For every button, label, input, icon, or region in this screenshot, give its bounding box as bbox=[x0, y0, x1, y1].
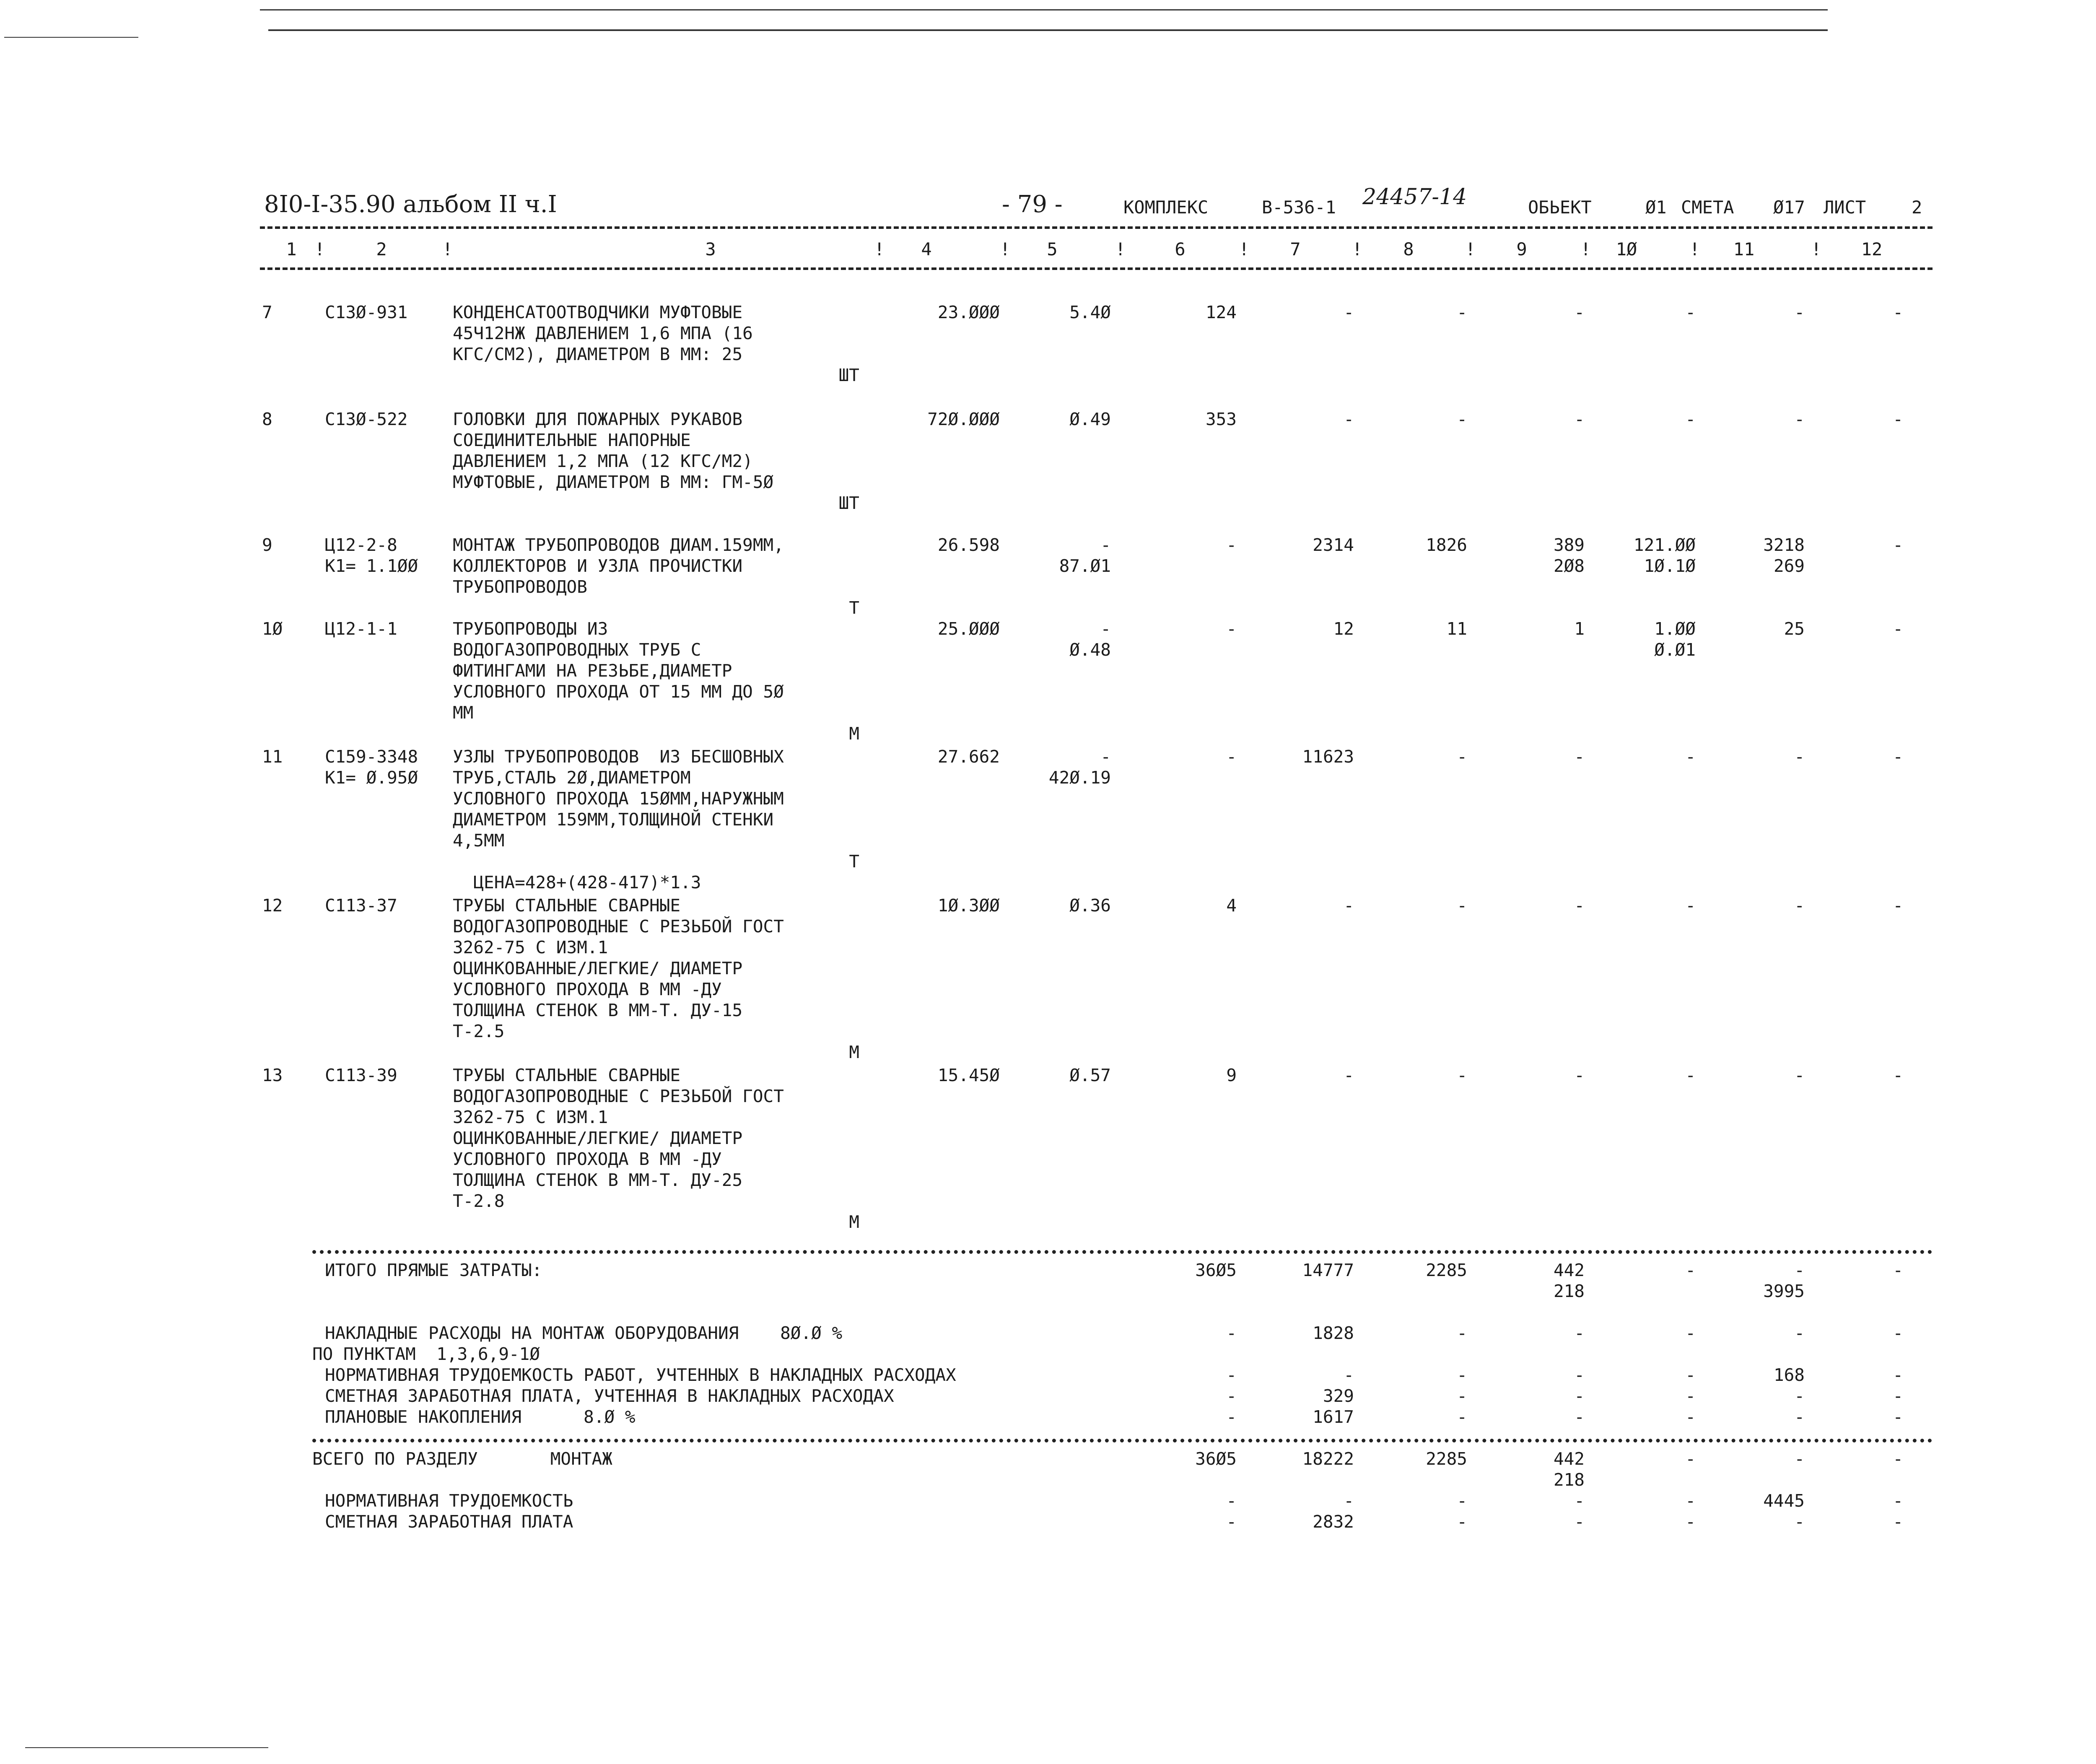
complex-code: В-536-1 bbox=[1262, 197, 1336, 218]
total-cost: 18222 bbox=[1302, 1449, 1354, 1469]
work-description bbox=[453, 618, 859, 744]
totals-label: ИТОГО ПРЯМЫЕ ЗАТРАТЫ: bbox=[325, 1260, 542, 1280]
column-separator: ! bbox=[314, 239, 325, 259]
total-cost: 14777 bbox=[1302, 1260, 1354, 1280]
total-machines: - bbox=[1574, 1365, 1585, 1385]
column-separator: ! bbox=[1465, 239, 1476, 259]
row-number: 12 bbox=[262, 895, 283, 916]
column-separator: ! bbox=[1000, 239, 1011, 259]
work-description bbox=[453, 534, 859, 618]
unit-price: Ø.36 bbox=[1069, 895, 1111, 916]
equipment-cost: - bbox=[1226, 619, 1237, 639]
labor-unit: 121.ØØ bbox=[1633, 535, 1696, 555]
totals-label: ВСЕГО ПО РАЗДЕЛУ МОНТАЖ bbox=[312, 1449, 612, 1469]
description-line: ТРУБЫ СТАЛЬНЫЕ СВАРНЫЕ bbox=[453, 895, 681, 916]
quantity: 27.662 bbox=[937, 747, 1000, 767]
machine-cost: 1 bbox=[1574, 619, 1585, 639]
labor-total: - bbox=[1794, 409, 1805, 429]
total-wages: 2285 bbox=[1426, 1449, 1467, 1469]
row-number: 7 bbox=[262, 302, 272, 322]
work-description bbox=[453, 1065, 859, 1232]
wages: 11 bbox=[1446, 619, 1467, 639]
equipment-cost: - bbox=[1226, 747, 1237, 767]
scan-edge-line bbox=[268, 29, 1828, 31]
work-description bbox=[453, 895, 859, 1063]
labor-total: 25 bbox=[1784, 619, 1805, 639]
unit-price: - bbox=[1100, 619, 1111, 639]
description-line: КГС/СМ2), ДИАМЕТРОМ В ММ: 25 bbox=[453, 344, 743, 364]
column-separator: ! bbox=[1580, 239, 1591, 259]
object-code: Ø1 bbox=[1645, 197, 1667, 218]
complex-label: КОМПЛЕКС bbox=[1123, 197, 1209, 218]
unit-price: Ø.57 bbox=[1069, 1065, 1111, 1085]
total-equipment: - bbox=[1226, 1323, 1237, 1343]
price-formula: ЦЕНА=428+(428-417)*1.3 bbox=[453, 872, 701, 892]
description-line: СОЕДИНИТЕЛЬНЫЕ НАПОРНЫЕ bbox=[453, 430, 691, 450]
total-cost: 1828 bbox=[1313, 1323, 1354, 1343]
unit-of-measure: М bbox=[849, 1212, 859, 1232]
machine-cost: - bbox=[1574, 895, 1585, 916]
column-number: 9 bbox=[1516, 239, 1527, 259]
total-wages: - bbox=[1457, 1386, 1467, 1406]
col-12: - bbox=[1893, 1065, 1903, 1085]
total-labor-unit: - bbox=[1685, 1491, 1696, 1511]
column-number: 8 bbox=[1403, 239, 1414, 259]
unit-price: 5.4Ø bbox=[1069, 302, 1111, 322]
column-number: 6 bbox=[1175, 239, 1185, 259]
row-number: 1Ø bbox=[262, 619, 283, 639]
total-equipment: - bbox=[1226, 1512, 1237, 1532]
unit-price: - bbox=[1100, 747, 1111, 767]
total-labor: - bbox=[1794, 1407, 1805, 1427]
totals-label: СМЕТНАЯ ЗАРАБОТНАЯ ПЛАТА, УЧТЕННАЯ В НАКЛАДНЫХ РАСХОДАХ bbox=[325, 1386, 894, 1406]
total-cost: 12 bbox=[1333, 619, 1354, 639]
total-col-12: - bbox=[1893, 1491, 1903, 1511]
machine-cost: - bbox=[1574, 302, 1585, 322]
total-cost: - bbox=[1344, 1365, 1354, 1385]
total-machines: - bbox=[1574, 1407, 1585, 1427]
row-number: 11 bbox=[262, 747, 283, 767]
totals-rule bbox=[312, 1250, 1933, 1254]
total-equipment: - bbox=[1226, 1386, 1237, 1406]
quantity: 26.598 bbox=[937, 535, 1000, 555]
labor-unit: 1.ØØ bbox=[1654, 619, 1696, 639]
labor-total: - bbox=[1794, 747, 1805, 767]
total-labor: - bbox=[1794, 1260, 1805, 1280]
col-12: - bbox=[1893, 535, 1903, 555]
unit-of-measure: ШТ bbox=[838, 493, 859, 513]
document-reference: 8I0-I-35.90 альбом II ч.I bbox=[264, 191, 557, 218]
total-wages: - bbox=[1457, 1512, 1467, 1532]
column-separator: ! bbox=[1239, 239, 1250, 259]
column-separator: ! bbox=[1811, 239, 1822, 259]
total-labor: 4445 bbox=[1763, 1491, 1805, 1511]
labor-unit: - bbox=[1685, 895, 1696, 916]
description-line: ВОДОГАЗОПРОВОДНЫХ ТРУБ С bbox=[453, 640, 701, 660]
unit-of-measure: Т bbox=[849, 598, 859, 618]
total-labor-unit: - bbox=[1685, 1386, 1696, 1406]
total-machines: - bbox=[1574, 1512, 1585, 1532]
unit-price-wages: 42Ø.19 bbox=[1048, 768, 1111, 788]
column-separator: ! bbox=[1352, 239, 1363, 259]
total-labor-machinists: 3995 bbox=[1763, 1281, 1805, 1301]
price-code: С113-39 bbox=[325, 1065, 397, 1085]
total-wages: - bbox=[1457, 1365, 1467, 1385]
wages: - bbox=[1457, 895, 1467, 916]
header-rule-bottom bbox=[260, 267, 1933, 270]
column-number: 3 bbox=[705, 239, 716, 259]
total-labor-unit: - bbox=[1685, 1260, 1696, 1280]
quantity: 23.ØØØ bbox=[937, 302, 1000, 322]
column-number: 11 bbox=[1733, 239, 1755, 259]
work-description bbox=[453, 409, 859, 514]
total-labor-unit: - bbox=[1685, 1407, 1696, 1427]
sheet-number: 2 bbox=[1912, 197, 1922, 218]
equipment-cost: 4 bbox=[1226, 895, 1237, 916]
total-col-12: - bbox=[1893, 1407, 1903, 1427]
description-line: ТРУБОПРОВОДЫ ИЗ bbox=[453, 619, 608, 639]
total-cost: 2314 bbox=[1313, 535, 1354, 555]
description-line: 3262-75 С ИЗМ.1 bbox=[453, 1107, 608, 1127]
labor-total-machinists: 269 bbox=[1773, 556, 1805, 576]
totals-label: НАКЛАДНЫЕ РАСХОДЫ НА МОНТАЖ ОБОРУДОВАНИЯ 8Ø.Ø % bbox=[325, 1323, 843, 1343]
description-line: ФИТИНГАМИ НА РЕЗЬБЕ,ДИАМЕТР bbox=[453, 661, 732, 681]
total-equipment: - bbox=[1226, 1491, 1237, 1511]
column-number: 2 bbox=[376, 239, 387, 259]
sheet-label: ЛИСТ bbox=[1824, 197, 1866, 218]
description-line: Т-2.8 bbox=[453, 1191, 505, 1211]
equipment-cost: - bbox=[1226, 535, 1237, 555]
total-machines: - bbox=[1574, 1323, 1585, 1343]
section-total-rule bbox=[312, 1439, 1933, 1442]
work-description bbox=[453, 302, 859, 386]
labor-unit-machinists: Ø.Ø1 bbox=[1654, 640, 1696, 660]
handwritten-code: 24457-14 bbox=[1362, 184, 1467, 210]
wages: - bbox=[1457, 1065, 1467, 1085]
total-wages: 2285 bbox=[1426, 1260, 1467, 1280]
description-line: Т-2.5 bbox=[453, 1021, 505, 1041]
wages: 1826 bbox=[1426, 535, 1467, 555]
column-separator: ! bbox=[442, 239, 453, 259]
description-line: УСЛОВНОГО ПРОХОДА В ММ -ДУ bbox=[453, 1149, 722, 1169]
total-wages: - bbox=[1457, 1407, 1467, 1427]
total-cost: 329 bbox=[1323, 1386, 1354, 1406]
total-labor: - bbox=[1794, 1449, 1805, 1469]
equipment-cost: 9 bbox=[1226, 1065, 1237, 1085]
unit-price: Ø.49 bbox=[1069, 409, 1111, 429]
column-number: 4 bbox=[921, 239, 932, 259]
unit-price-wages: Ø.48 bbox=[1069, 640, 1111, 660]
total-equipment: 36Ø5 bbox=[1195, 1260, 1237, 1280]
description-line: ГОЛОВКИ ДЛЯ ПОЖАРНЫХ РУКАВОВ bbox=[453, 409, 743, 429]
page-number: - 79 - bbox=[1002, 191, 1063, 218]
description-line: ТОЛЩИНА СТЕНОК В ММ-Т. ДУ-25 bbox=[453, 1170, 743, 1190]
coefficient: К1= Ø.95Ø bbox=[325, 768, 418, 788]
col-12: - bbox=[1893, 747, 1903, 767]
total-cost: 1617 bbox=[1313, 1407, 1354, 1427]
total-col-12: - bbox=[1893, 1323, 1903, 1343]
unit-of-measure: М bbox=[849, 1042, 859, 1062]
total-col-12: - bbox=[1893, 1365, 1903, 1385]
labor-unit: - bbox=[1685, 747, 1696, 767]
total-equipment: - bbox=[1226, 1365, 1237, 1385]
description-line: ДИАМЕТРОМ 159ММ,ТОЛЩИНОЙ СТЕНКИ bbox=[453, 809, 774, 830]
machine-cost: - bbox=[1574, 747, 1585, 767]
price-code: Ц12-1-1 bbox=[325, 619, 397, 639]
description-line: 3262-75 С ИЗМ.1 bbox=[453, 937, 608, 957]
estimate-code: Ø17 bbox=[1773, 197, 1805, 218]
column-separator: ! bbox=[1689, 239, 1700, 259]
wages: - bbox=[1457, 302, 1467, 322]
unit-price: - bbox=[1100, 535, 1111, 555]
work-description bbox=[453, 746, 859, 893]
description-line: ТРУБ,СТАЛЬ 2Ø,ДИАМЕТРОМ bbox=[453, 768, 691, 788]
machine-cost: 389 bbox=[1553, 535, 1585, 555]
labor-total: - bbox=[1794, 1065, 1805, 1085]
total-labor: 168 bbox=[1773, 1365, 1805, 1385]
equipment-cost: 124 bbox=[1205, 302, 1237, 322]
totals-label: НОРМАТИВНАЯ ТРУДОЕМКОСТЬ РАБОТ, УЧТЕННЫХ В НАКЛАДНЫХ РАСХОДАХ bbox=[325, 1365, 956, 1385]
total-labor: - bbox=[1794, 1323, 1805, 1343]
totals-label-points: ПО ПУНКТАМ 1,3,6,9-1Ø bbox=[312, 1344, 540, 1364]
description-line: ОЦИНКОВАННЫЕ/ЛЕГКИЕ/ ДИАМЕТР bbox=[453, 958, 743, 978]
labor-unit: - bbox=[1685, 1065, 1696, 1085]
unit-price-wages: 87.Ø1 bbox=[1059, 556, 1111, 576]
total-wages: - bbox=[1457, 1491, 1467, 1511]
total-cost: 11623 bbox=[1302, 747, 1354, 767]
total-machines: - bbox=[1574, 1491, 1585, 1511]
col-12: - bbox=[1893, 409, 1903, 429]
quantity: 25.ØØØ bbox=[937, 619, 1000, 639]
wages: - bbox=[1457, 409, 1467, 429]
description-line: УСЛОВНОГО ПРОХОДА 15ØММ,НАРУЖНЫМ bbox=[453, 789, 784, 809]
column-separator: ! bbox=[874, 239, 885, 259]
total-equipment: 36Ø5 bbox=[1195, 1449, 1237, 1469]
labor-total: 3218 bbox=[1763, 535, 1805, 555]
total-cost: 2832 bbox=[1313, 1512, 1354, 1532]
quantity: 15.45Ø bbox=[937, 1065, 1000, 1085]
object-label: ОБЬЕКТ bbox=[1528, 197, 1592, 218]
price-code: С13Ø-522 bbox=[325, 409, 408, 429]
total-cost: - bbox=[1344, 409, 1354, 429]
row-number: 8 bbox=[262, 409, 272, 429]
col-12: - bbox=[1893, 895, 1903, 916]
column-number: 7 bbox=[1290, 239, 1301, 259]
price-code: Ц12-2-8 bbox=[325, 535, 397, 555]
description-line: УСЛОВНОГО ПРОХОДА ОТ 15 ММ ДО 5Ø bbox=[453, 682, 784, 702]
description-line: КОЛЛЕКТОРОВ И УЗЛА ПРОЧИСТКИ bbox=[453, 556, 743, 576]
labor-total: - bbox=[1794, 302, 1805, 322]
row-number: 13 bbox=[262, 1065, 283, 1085]
unit-of-measure: М bbox=[849, 724, 859, 744]
labor-unit: - bbox=[1685, 409, 1696, 429]
total-cost: - bbox=[1344, 895, 1354, 916]
wages: - bbox=[1457, 747, 1467, 767]
description-line: 45Ч12НЖ ДАВЛЕНИЕМ 1,6 МПА (16 bbox=[453, 323, 753, 343]
total-labor: - bbox=[1794, 1386, 1805, 1406]
machine-wages: 2Ø8 bbox=[1553, 556, 1585, 576]
total-col-12: - bbox=[1893, 1386, 1903, 1406]
labor-unit-machinists: 1Ø.1Ø bbox=[1644, 556, 1696, 576]
totals-label: ПЛАНОВЫЕ НАКОПЛЕНИЯ 8.Ø % bbox=[325, 1407, 636, 1427]
row-number: 9 bbox=[262, 535, 272, 555]
description-line: МУФТОВЫЕ, ДИАМЕТРОМ В ММ: ГМ-5Ø bbox=[453, 472, 774, 492]
quantity: 72Ø.ØØØ bbox=[927, 409, 1000, 429]
description-line: УСЛОВНОГО ПРОХОДА В ММ -ДУ bbox=[453, 979, 722, 999]
description-line: МОНТАЖ ТРУБОПРОВОДОВ ДИАМ.159ММ, bbox=[453, 535, 784, 555]
scan-edge-line bbox=[260, 9, 1828, 10]
col-12: - bbox=[1893, 302, 1903, 322]
total-equipment: - bbox=[1226, 1407, 1237, 1427]
total-machine-wages: 218 bbox=[1553, 1470, 1585, 1490]
column-number: 1 bbox=[286, 239, 297, 259]
description-line: 4,5ММ bbox=[453, 830, 505, 851]
description-line: ММ bbox=[453, 703, 474, 723]
total-labor: - bbox=[1794, 1512, 1805, 1532]
total-cost: - bbox=[1344, 1491, 1354, 1511]
description-line: ВОДОГАЗОПРОВОДНЫЕ С РЕЗЬБОЙ ГОСТ bbox=[453, 1086, 784, 1106]
description-line: КОНДЕНСАТООТВОДЧИКИ МУФТОВЫЕ bbox=[453, 302, 743, 322]
col-12: - bbox=[1893, 619, 1903, 639]
price-code: С159-3348 bbox=[325, 747, 418, 767]
unit-of-measure: Т bbox=[849, 851, 859, 872]
estimate-label: СМЕТА bbox=[1681, 197, 1734, 218]
description-line: ОЦИНКОВАННЫЕ/ЛЕГКИЕ/ ДИАМЕТР bbox=[453, 1128, 743, 1148]
description-line: ДАВЛЕНИЕМ 1,2 МПА (12 КГС/М2) bbox=[453, 451, 753, 471]
description-line: ТОЛЩИНА СТЕНОК В ММ-Т. ДУ-15 bbox=[453, 1000, 743, 1020]
quantity: 1Ø.3ØØ bbox=[937, 895, 1000, 916]
column-number: 1Ø bbox=[1616, 239, 1637, 259]
labor-unit: - bbox=[1685, 302, 1696, 322]
machine-cost: - bbox=[1574, 409, 1585, 429]
total-cost: - bbox=[1344, 1065, 1354, 1085]
total-machine-wages: 218 bbox=[1553, 1281, 1585, 1301]
description-line: УЗЛЫ ТРУБОПРОВОДОВ ИЗ БЕСШОВНЫХ bbox=[453, 747, 784, 767]
price-code: С113-37 bbox=[325, 895, 397, 916]
scan-edge-line bbox=[25, 1747, 268, 1748]
coefficient: К1= 1.1ØØ bbox=[325, 556, 418, 576]
total-cost: - bbox=[1344, 302, 1354, 322]
total-labor-unit: - bbox=[1685, 1365, 1696, 1385]
column-number: 12 bbox=[1861, 239, 1883, 259]
description-line: ТРУБОПРОВОДОВ bbox=[453, 577, 587, 597]
labor-total: - bbox=[1794, 895, 1805, 916]
total-machines: 442 bbox=[1553, 1260, 1585, 1280]
total-labor-unit: - bbox=[1685, 1323, 1696, 1343]
equipment-cost: 353 bbox=[1205, 409, 1237, 429]
total-wages: - bbox=[1457, 1323, 1467, 1343]
scan-edge-line bbox=[4, 37, 138, 38]
total-col-12: - bbox=[1893, 1260, 1903, 1280]
total-col-12: - bbox=[1893, 1512, 1903, 1532]
total-labor-unit: - bbox=[1685, 1512, 1696, 1532]
machine-cost: - bbox=[1574, 1065, 1585, 1085]
total-machines: - bbox=[1574, 1386, 1585, 1406]
totals-label: НОРМАТИВНАЯ ТРУДОЕМКОСТЬ bbox=[325, 1491, 573, 1511]
total-col-12: - bbox=[1893, 1449, 1903, 1469]
column-number: 5 bbox=[1047, 239, 1058, 259]
column-separator: ! bbox=[1115, 239, 1126, 259]
unit-of-measure: ШТ bbox=[838, 365, 859, 385]
description-line: ТРУБЫ СТАЛЬНЫЕ СВАРНЫЕ bbox=[453, 1065, 681, 1085]
description-line: ВОДОГАЗОПРОВОДНЫЕ С РЕЗЬБОЙ ГОСТ bbox=[453, 916, 784, 936]
total-labor-unit: - bbox=[1685, 1449, 1696, 1469]
total-machines: 442 bbox=[1553, 1449, 1585, 1469]
header-rule-top bbox=[260, 226, 1933, 229]
price-code: С13Ø-931 bbox=[325, 302, 408, 322]
totals-label: СМЕТНАЯ ЗАРАБОТНАЯ ПЛАТА bbox=[325, 1512, 573, 1532]
